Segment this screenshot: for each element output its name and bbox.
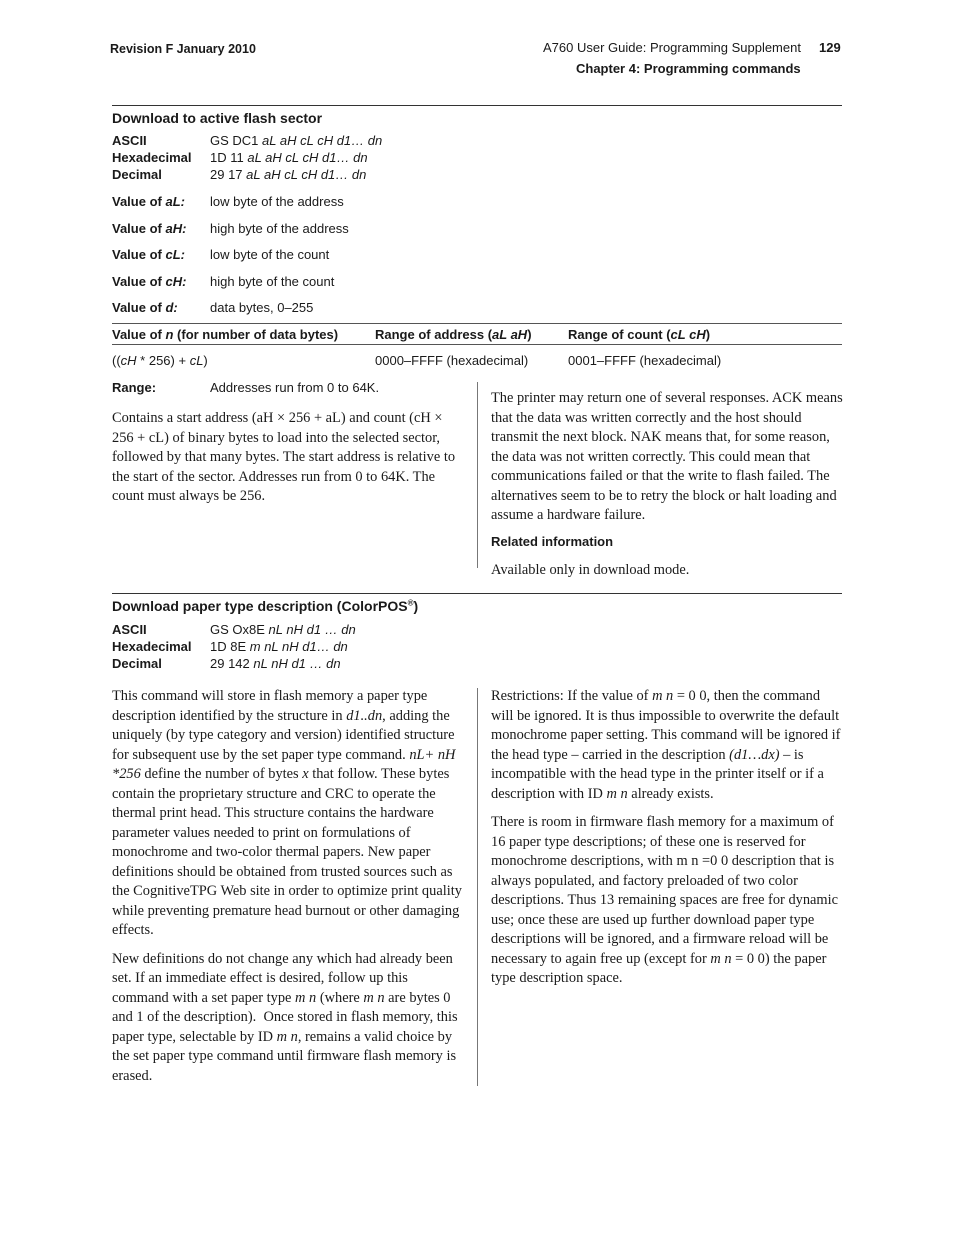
value-text: low byte of the address	[210, 194, 344, 209]
code-prefix: 29 142	[210, 656, 254, 671]
code-row-hex	[112, 638, 512, 655]
code-prefix: GS Ox8E	[210, 622, 269, 637]
code-row-ascii	[112, 132, 512, 149]
value-row-d	[112, 299, 512, 316]
code-label: Decimal	[112, 167, 162, 182]
value-text: data bytes, 0–255	[210, 300, 314, 315]
table-header-rule	[112, 344, 842, 345]
column-divider	[477, 382, 478, 568]
code-params: nL nH d1 … dn	[268, 622, 356, 637]
code-row-decimal	[112, 166, 512, 183]
command-codes	[112, 621, 512, 672]
code-prefix: 1D 11	[210, 150, 248, 165]
section1-right-paragraph: The printer may return one of several responses. ACK means that the data was written correctly and the host should transmit the next block. NAK means that, for some reason, the data was not written correctly. This could mean that communications failed or that the write to flash failed. The alternatives seem to be to retry the block or halt loading and assume a hardware failure.	[491, 390, 843, 523]
section-divider	[112, 593, 842, 594]
value-text: high byte of the address	[210, 221, 349, 236]
code-prefix: 1D 8E	[210, 639, 250, 654]
value-text: high byte of the count	[210, 274, 335, 289]
range-text: Addresses run from 0 to 64K.	[210, 380, 380, 395]
section2-left-paragraph-2: New definitions do not change any which had already been set. If an immediate effect is desired, follow up this command with a set paper type m n (where m n are bytes 0 and 1 of the description). Once stored in flash memory, this paper type, selectable by ID m n, remains a valid choice by the set paper type command until firmware flash memory is erased.	[112, 950, 458, 1084]
value-label: Value of aL:	[112, 194, 185, 209]
code-params: m nL nH d1… dn	[249, 639, 348, 654]
code-row-ascii	[112, 621, 512, 638]
table-header-count: Range of count (cL cH)	[568, 327, 711, 342]
section1-left-paragraph: Contains a start address (aH × 256 + aL) and count (cH × 256 + cL) of binary bytes to load into the selected sector, followed by that many bytes. The start address is relative to the start of the sector. Addresses run from 0 to 64K. The count must always be 256.	[112, 410, 456, 504]
code-params: aL aH cL cH d1… dn	[262, 133, 383, 148]
code-label: Decimal	[112, 656, 162, 671]
command-codes	[112, 132, 512, 183]
value-label: Value of aH:	[112, 221, 187, 236]
value-label: Value of d:	[112, 300, 178, 315]
related-info-heading: Related information	[491, 534, 614, 549]
table-header-n: Value of n (for number of data bytes)	[112, 327, 339, 342]
code-label: Hexadecimal	[112, 150, 192, 165]
related-info-text: Available only in download mode.	[491, 562, 690, 578]
table-top-rule	[112, 323, 842, 324]
section-title-download-flash: Download to active flash sector	[112, 110, 323, 126]
value-row-aH	[112, 220, 512, 237]
table-header-address: Range of address (aL aH)	[375, 327, 532, 342]
column-divider	[477, 688, 478, 1086]
code-params: aL aH cL cH d1… dn	[246, 167, 367, 182]
table-cell-address: 0000–FFFF (hexadecimal)	[375, 353, 529, 368]
code-label: ASCII	[112, 133, 147, 148]
value-text: low byte of the count	[210, 247, 330, 262]
chapter-title: Chapter 4: Programming commands	[576, 61, 801, 76]
value-label: Value of cH:	[112, 274, 187, 289]
code-params: aL aH cL cH d1… dn	[247, 150, 368, 165]
section2-left-paragraph-1: This command will store in flash memory a paper type description identified by the structure in d1..dn, adding the uniquely (by type category and version) identified structure for subsequent use by the set paper type command. nL+ nH *256 define the number of bytes x that follow. These bytes contain the proprietary structure and CRC to operate the thermal print head. This structure contains the hardware parameter values needed to print on formulations of monochrome and two-color thermal papers. New paper definitions should be obtained from trusted sources such as the CognitiveTPG Web site in order to optimize print quality while preventing premature head burnout or other damaging effects.	[112, 688, 462, 938]
value-label: Value of cL:	[112, 247, 185, 262]
range-label: Range:	[112, 380, 157, 395]
section2-right-paragraph-1: Restrictions: If the value of m n = 0 0, then the command will be ignored. It is thus impossible to overwrite the default monochrome paper setting. This command will be ignored if the head type – carried in the description (d1…dx) – is incompatible with the head type in the printer itself or if a description with ID m n already exists.	[491, 688, 841, 802]
value-row-cH	[112, 273, 512, 290]
code-prefix: 29 17	[210, 167, 247, 182]
section2-left-column	[112, 687, 462, 1095]
code-label: ASCII	[112, 622, 147, 637]
value-row-cL	[112, 246, 512, 263]
section-title-paper-type: Download paper type description (ColorPOS®)	[112, 598, 419, 614]
range-row	[112, 379, 472, 396]
guide-title: A760 User Guide: Programming Supplement	[543, 40, 801, 55]
code-prefix: GS DC1	[210, 133, 263, 148]
table-cell-n: ((cH * 256) + cL)	[112, 353, 208, 368]
section2-right-column	[491, 687, 845, 998]
code-row-decimal	[112, 655, 512, 672]
revision-label: Revision F January 2010	[110, 42, 256, 56]
table-cell-count: 0001–FFFF (hexadecimal)	[568, 353, 722, 368]
page-number: 129	[819, 40, 841, 55]
section-divider	[112, 105, 842, 106]
code-row-hex	[112, 149, 512, 166]
value-row-aL	[112, 193, 512, 210]
section2-right-paragraph-2: There is room in firmware flash memory for a maximum of 16 paper type descriptions; of these one is reserved for monochrome descriptions, with m n =0 0 description that is always populated, and factory preloaded of two color descriptions. Thus 13 remaining spaces are free for dynamic use; once these are used up further download paper type descriptions will be ignored, and a firmware reload will be necessary to again free up (except for m n = 0 0) the paper type description space.	[491, 814, 838, 986]
code-label: Hexadecimal	[112, 639, 192, 654]
code-params: nL nH d1 … dn	[253, 656, 341, 671]
